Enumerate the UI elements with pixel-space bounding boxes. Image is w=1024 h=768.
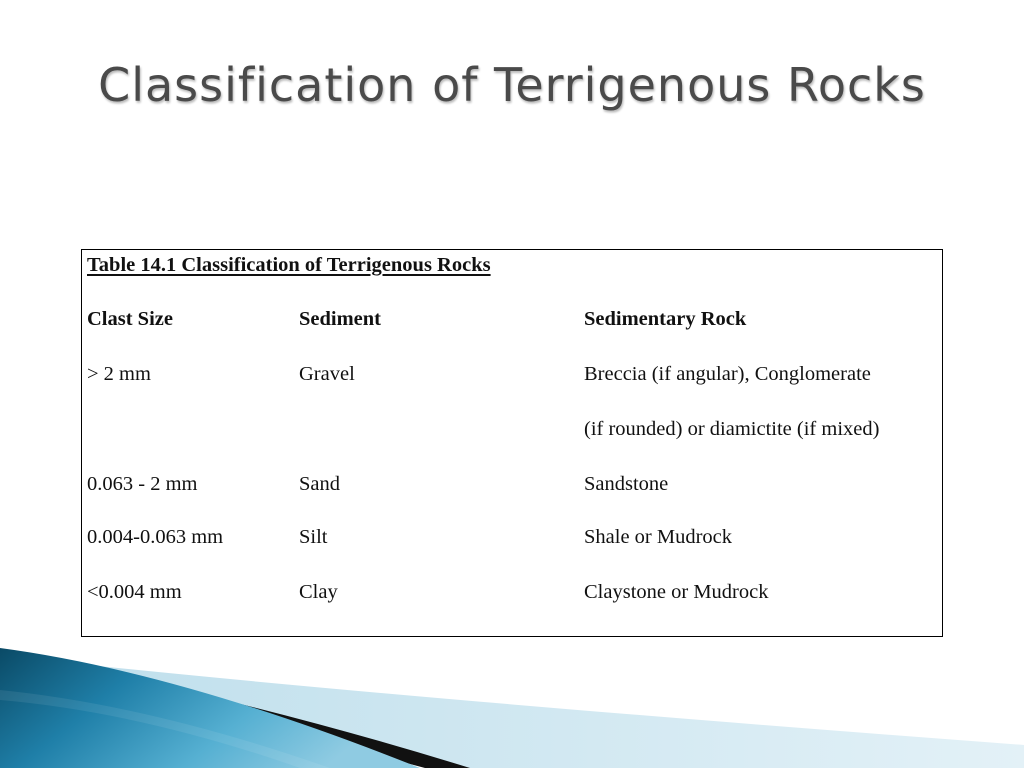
classification-table [81,249,943,637]
row-clay-rock: Claystone or Mudrock [584,581,769,603]
row-gravel-sediment: Gravel [299,363,355,385]
row-sand-sediment: Sand [299,473,340,495]
header-clast-size: Clast Size [87,308,173,330]
row-silt-rock: Shale or Mudrock [584,526,733,548]
header-sediment: Sediment [299,308,381,330]
swoosh-pale-band [60,662,1024,768]
swoosh-black-stripe [40,660,470,768]
swoosh-blue-wedge [0,648,420,768]
slide-title: Classification of Terrigenous Rocks [98,58,926,112]
table-caption: Table 14.1 Classification of Terrigenous Rocks [87,254,491,276]
row-silt-sediment: Silt [299,526,328,548]
row-silt-clast-size: 0.004-0.063 mm [87,526,224,548]
row-gravel-cont-rock: (if rounded) or diamictite (if mixed) [584,418,880,440]
row-sand-rock: Sandstone [584,473,669,495]
row-gravel-rock: Breccia (if angular), Conglomerate [584,363,871,385]
swoosh-sheen [0,690,330,768]
row-sand-clast-size: 0.063 - 2 mm [87,473,198,495]
row-clay-clast-size: <0.004 mm [87,581,182,603]
row-clay-sediment: Clay [299,581,338,603]
header-sedimentary-rock: Sedimentary Rock [584,308,747,330]
row-gravel-clast-size: > 2 mm [87,363,151,385]
